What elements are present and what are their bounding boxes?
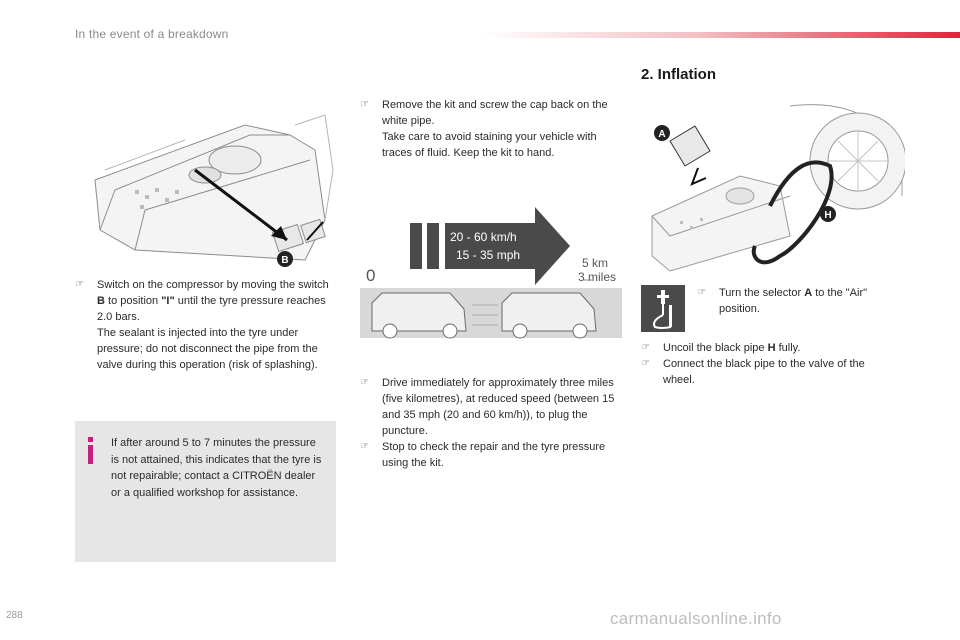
step-turn-selector — [697, 285, 897, 317]
header-accent-bar — [480, 32, 960, 38]
step-text: fully. — [775, 342, 801, 354]
pointer-icon: ☞ — [360, 441, 369, 452]
speed-mph: 15 - 35 mph — [456, 248, 521, 262]
watermark: carmanualsonline.info — [610, 609, 782, 628]
pointer-icon: ☞ — [360, 377, 369, 388]
pointer-icon: ☞ — [641, 342, 650, 353]
selector-air-icon — [641, 285, 685, 332]
step-drive — [360, 375, 618, 471]
step-text: Switch on the compressor by moving the switch — [97, 279, 329, 291]
step-text-note: Take care to avoid staining your vehicle with traces of fluid. Keep the kit to hand. — [382, 131, 597, 159]
selector-letter: A — [804, 287, 813, 299]
distance-miles: 3 miles — [578, 270, 617, 284]
speed-kmh: 20 - 60 km/h — [450, 230, 517, 244]
page-number: 288 — [6, 610, 23, 621]
pointer-icon: ☞ — [360, 99, 369, 110]
step-uncoil-pipe — [641, 340, 897, 388]
label-h: H — [824, 210, 832, 221]
switch-letter: B — [97, 295, 105, 307]
step-text: Stop to check the repair and the tyre pressure using the kit. — [382, 441, 606, 469]
step-text: to the "Air" position. — [719, 287, 868, 315]
step-text: Connect the black pipe to the valve of the wheel. — [663, 358, 865, 386]
pointer-icon: ☞ — [697, 287, 706, 298]
page-header-title: In the event of a breakdown — [75, 27, 229, 41]
step-text: Remove the kit and screw the cap back on the white pipe. — [382, 99, 608, 127]
pointer-icon: ☞ — [75, 279, 84, 290]
step-text: to position — [104, 295, 162, 307]
step-text: Drive immediately for approximately three miles (five kilometres), at reduced speed (between 15 and 35 mph (20 and 60 km/h)), to plug the puncture. — [382, 377, 615, 437]
pointer-icon: ☞ — [641, 358, 650, 369]
step-remove-kit — [360, 97, 618, 161]
inflation-illustration — [640, 96, 905, 280]
label-b: B — [281, 255, 289, 266]
compressor-kit-illustration — [75, 110, 337, 280]
step-switch-on-compressor — [75, 277, 337, 373]
speed-arrow — [445, 207, 570, 285]
speed-distance-illustration — [360, 205, 622, 345]
info-text: If after around 5 to 7 minutes the pressure is not attained, this indicates that the tyre is not repairable; contact a CITROËN dealer or a qualified workshop for assistance. — [111, 437, 322, 499]
step-text-note: The sealant is injected into the tyre under pressure; do not disconnect the pipe from the valve during this operation (risk of splashing). — [97, 327, 318, 371]
switch-position: "I" — [161, 295, 175, 307]
start-label: 0 — [366, 266, 376, 285]
pipe-letter: H — [767, 342, 776, 354]
info-icon — [86, 437, 95, 464]
step-text: Uncoil the black pipe — [663, 342, 768, 354]
step-text: Turn the selector — [719, 287, 805, 299]
distance-km: 5 km — [582, 256, 609, 270]
label-a: A — [658, 129, 666, 140]
section-title: 2. Inflation — [641, 66, 716, 83]
step-text: until the tyre pressure reaches 2.0 bars. — [97, 295, 326, 323]
